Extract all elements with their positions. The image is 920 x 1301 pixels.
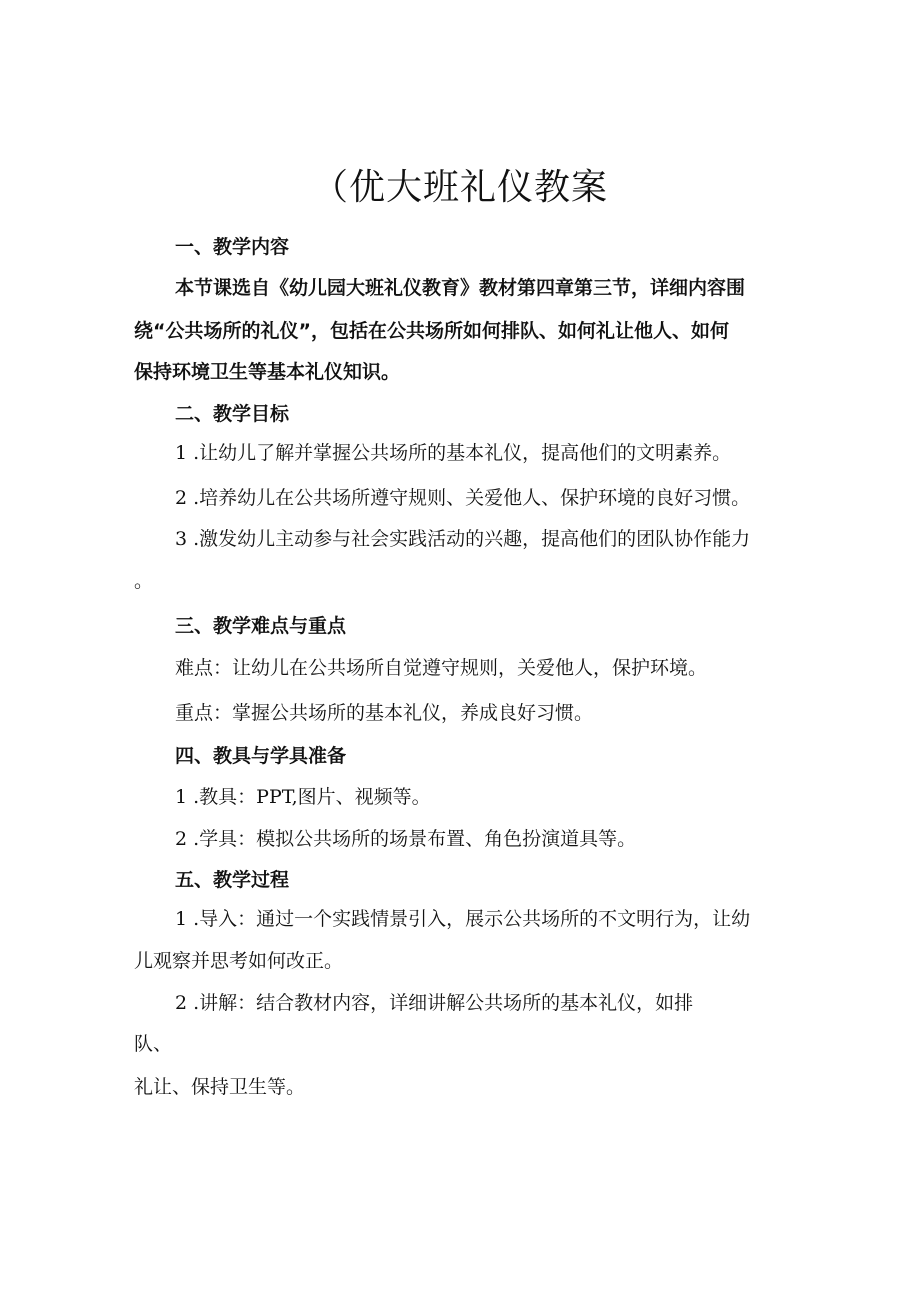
list-item: 3 .激发幼儿主动参与社会实践活动的兴趣，提高他们的团队协作能力: [175, 528, 751, 550]
list-item: 。: [134, 570, 154, 592]
section-heading-4: 四、教具与学具准备: [175, 745, 347, 767]
list-item: 2 .讲解：结合教材内容，详细讲解公共场所的基本礼仪，如排: [175, 992, 694, 1014]
list-item: 难点：让幼儿在公共场所自觉遵守规则，关爱他人，保护环境。: [175, 657, 708, 679]
section-heading-1: 一、教学内容: [175, 236, 290, 258]
list-item: 1 .教具：PPT,图片、视频等。: [175, 786, 431, 808]
list-item: 1 .导入：通过一个实践情景引入，展示公共场所的不文明行为，让幼: [175, 908, 751, 930]
list-item: 1 .让幼儿了解并掌握公共场所的基本礼仪，提高他们的文明素养。: [175, 442, 732, 464]
document-title: （优大班礼仪教案: [311, 167, 608, 208]
paragraph-line: 本节课选自《幼儿园大班礼仪教育》教材第四章第三节，详细内容围: [175, 277, 746, 299]
section-heading-5: 五、教学过程: [175, 869, 290, 891]
list-item: 2 .培养幼儿在公共场所遵守规则、关爱他人、保护环境的良好习惯。: [175, 487, 751, 509]
list-item: 2 .学具：模拟公共场所的场景布置、角色扮演道具等。: [175, 828, 637, 850]
list-item: 队、: [134, 1033, 173, 1055]
list-item: 礼让、保持卫生等。: [134, 1076, 306, 1098]
section-heading-3: 三、教学难点与重点: [175, 615, 347, 637]
list-item: 重点：掌握公共场所的基本礼仪，养成良好习惯。: [175, 702, 594, 724]
paragraph-line: 保持环境卫生等基本礼仪知识。: [134, 361, 401, 383]
section-heading-2: 二、教学目标: [175, 403, 290, 425]
list-item: 儿观察并思考如何改正。: [134, 950, 344, 972]
paragraph-line: 绕“公共场所的礼仪”，包括在公共场所如何排队、如何礼让他人、如何: [134, 320, 729, 342]
